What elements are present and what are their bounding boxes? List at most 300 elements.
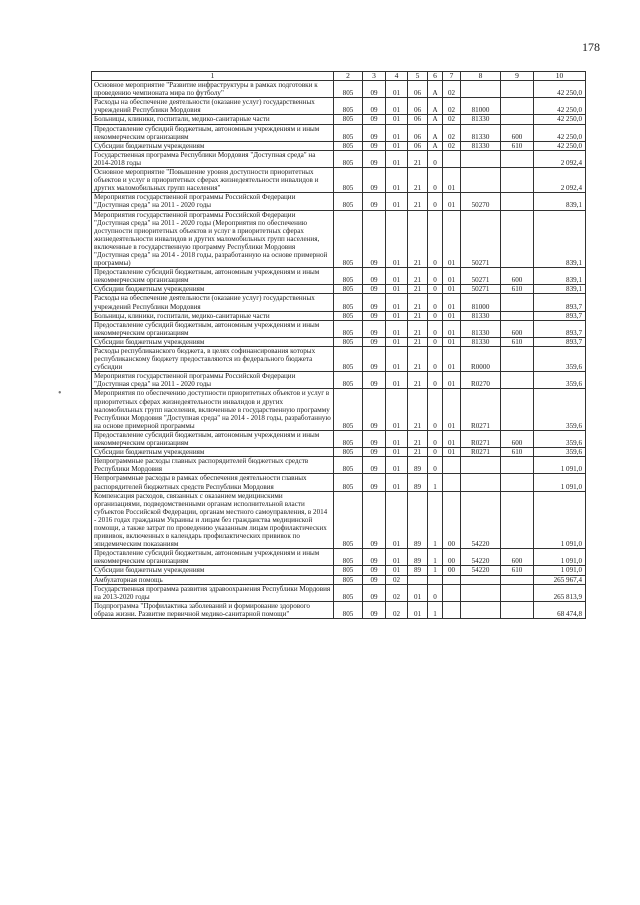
row-name-cell: Субсидии бюджетным учреждениям [92,285,334,294]
subprogram-cell: 0 [428,372,443,389]
code-cell: 805 [334,115,363,124]
code-cell: 805 [334,320,363,337]
direction-cell [461,474,501,491]
subsection-cell: 01 [386,141,408,150]
subprogram-cell: 0 [428,150,443,167]
code-cell: 805 [334,150,363,167]
table-row [92,372,586,389]
expense-type-cell [501,575,534,584]
section-cell: 09 [363,457,386,474]
event-cell: 01 [443,193,461,210]
subprogram-cell: 0 [428,347,443,372]
program-cell: 89 [408,549,428,566]
code-cell: 805 [334,372,363,389]
amount-cell: 893,7 [534,320,586,337]
table-row [92,285,586,294]
subsection-cell: 02 [386,601,408,618]
subprogram-cell: 0 [428,268,443,285]
subprogram-cell: 1 [428,474,443,491]
budget-table [91,71,586,619]
program-cell: 21 [408,389,428,430]
subsection-cell: 01 [386,430,408,447]
table-row [92,584,586,601]
direction-cell [461,601,501,618]
subprogram-cell: 0 [428,457,443,474]
row-name-cell: Непрограммные расходы в рамках обеспечения деятельности главных распорядителей бюджетных средств Республики Мордовия [92,474,334,491]
direction-cell: 50270 [461,193,501,210]
amount-cell: 839,1 [534,268,586,285]
direction-cell: 50271 [461,210,501,268]
amount-cell: 893,7 [534,294,586,311]
row-name-cell: Предоставление субсидий бюджетным, автономным учреждениям и иным некоммерческим организациям [92,268,334,285]
program-cell: 21 [408,337,428,346]
code-cell: 805 [334,491,363,549]
program-cell: 21 [408,311,428,320]
code-cell: 805 [334,566,363,575]
event-cell: 01 [443,268,461,285]
subprogram-cell: А [428,115,443,124]
subsection-cell: 01 [386,311,408,320]
row-name-cell: Предоставление субсидий бюджетным, автономным учреждениям и иным некоммерческим организациям [92,320,334,337]
section-cell: 09 [363,372,386,389]
expense-type-cell [501,210,534,268]
section-cell: 09 [363,575,386,584]
amount-cell: 42 250,0 [534,98,586,115]
amount-cell: 359,6 [534,389,586,430]
expense-type-cell: 600 [501,320,534,337]
table-row [92,124,586,141]
subsection-cell: 01 [386,389,408,430]
section-cell: 09 [363,115,386,124]
section-cell: 09 [363,193,386,210]
subprogram-cell: 1 [428,566,443,575]
subsection-cell: 01 [386,448,408,457]
row-name-cell: Субсидии бюджетным учреждениям [92,566,334,575]
column-header: 9 [501,72,534,81]
event-cell: 01 [443,389,461,430]
code-cell: 805 [334,268,363,285]
subprogram-cell: А [428,98,443,115]
row-name-cell: Больницы, клиники, госпитали, медико-санитарные части [92,115,334,124]
row-name-cell: Государственная программа Республики Мордовия "Доступная среда" на 2014-2018 годы [92,150,334,167]
program-cell: 21 [408,150,428,167]
section-cell: 09 [363,141,386,150]
expense-type-cell [501,584,534,601]
direction-cell: 50271 [461,285,501,294]
program-cell: 06 [408,81,428,98]
amount-cell: 839,1 [534,210,586,268]
event-cell: 00 [443,549,461,566]
expense-type-cell [501,474,534,491]
section-cell: 09 [363,268,386,285]
section-cell: 09 [363,210,386,268]
expense-type-cell [501,115,534,124]
amount-cell: 265 967,4 [534,575,586,584]
expense-type-cell [501,168,534,193]
event-cell [443,474,461,491]
expense-type-cell: 610 [501,337,534,346]
event-cell [443,575,461,584]
program-cell: 21 [408,430,428,447]
amount-cell: 839,1 [534,285,586,294]
program-cell: 21 [408,285,428,294]
program-cell: 21 [408,210,428,268]
direction-cell: 81330 [461,115,501,124]
expense-type-cell [501,294,534,311]
expense-type-cell: 600 [501,549,534,566]
subsection-cell: 02 [386,575,408,584]
program-cell: 89 [408,457,428,474]
code-cell: 805 [334,124,363,141]
expense-type-cell: 610 [501,141,534,150]
subprogram-cell: 0 [428,448,443,457]
direction-cell: R0000 [461,347,501,372]
column-header: 5 [408,72,428,81]
program-cell: 06 [408,141,428,150]
section-cell: 09 [363,584,386,601]
row-name-cell: Непрограммные расходы главных распорядителей бюджетных средств Республики Мордовия [92,457,334,474]
program-cell: 01 [408,601,428,618]
row-name-cell: Компенсация расходов, связанных с оказанием медицинскими организациями, подведомственными органам исполнительной власти субъектов Российской Федерации, органам местного самоуправления, в 2014 - 2016 годах гражданам Украины и лицам без гражданства медицинской помощи, а также затрат по проведению указанным лицам профилактических прививок, включенных в календарь профилактических прививок по эпидемическим показаниям [92,491,334,549]
event-cell: 01 [443,430,461,447]
expense-type-cell [501,601,534,618]
section-cell: 09 [363,81,386,98]
section-cell: 09 [363,168,386,193]
subprogram-cell: 0 [428,389,443,430]
column-header: 2 [334,72,363,81]
subprogram-cell: 0 [428,285,443,294]
program-cell: 21 [408,168,428,193]
column-header: 4 [386,72,408,81]
direction-cell: 81330 [461,311,501,320]
row-name-cell: Предоставление субсидий бюджетным, автономным учреждениям и иным некоммерческим организациям [92,549,334,566]
direction-cell: 81330 [461,124,501,141]
code-cell: 805 [334,448,363,457]
amount-cell: 1 091,0 [534,457,586,474]
table-row [92,575,586,584]
program-cell: 89 [408,566,428,575]
amount-cell: 1 091,0 [534,566,586,575]
row-name-cell: Субсидии бюджетным учреждениям [92,448,334,457]
row-name-cell: Расходы на обеспечение деятельности (оказание услуг) государственных учреждений Республики Мордовия [92,294,334,311]
subsection-cell: 01 [386,124,408,141]
amount-cell: 265 813,9 [534,584,586,601]
table-row [92,210,586,268]
row-name-cell: Мероприятия государственной программы Российской Федерации "Доступная среда" на 2011 - 2020 годы (Мероприятия по обеспечению доступности приоритетных объектов и услуг в приоритетных сферах жизнедеятельности инвалидов и других маломобильных групп населения, включенные в государственную программу Республики Мордовия "Доступная среда" на 2014 - 2018 годы, разработанную на основе примерной программы) [92,210,334,268]
direction-cell: R0270 [461,372,501,389]
event-cell: 00 [443,566,461,575]
table-row [92,474,586,491]
column-header: 10 [534,72,586,81]
event-cell: 01 [443,320,461,337]
table-row [92,294,586,311]
expense-type-cell [501,457,534,474]
section-cell: 09 [363,389,386,430]
direction-cell: R0271 [461,430,501,447]
subprogram-cell: 1 [428,491,443,549]
event-cell: 00 [443,491,461,549]
subprogram-cell: 1 [428,601,443,618]
expense-type-cell: 610 [501,448,534,457]
code-cell: 805 [334,294,363,311]
event-cell: 01 [443,448,461,457]
section-cell: 09 [363,124,386,141]
section-cell: 09 [363,294,386,311]
event-cell [443,584,461,601]
row-name-cell: Подпрограмма "Профилактика заболеваний и формирование здорового образа жизни. Развитие первичной медико-санитарной помощи" [92,601,334,618]
amount-cell: 359,6 [534,448,586,457]
section-cell: 09 [363,285,386,294]
row-name-cell: Субсидии бюджетным учреждениям [92,337,334,346]
direction-cell: 54220 [461,549,501,566]
amount-cell: 42 250,0 [534,124,586,141]
expense-type-cell: 600 [501,268,534,285]
program-cell: 21 [408,448,428,457]
table-row [92,347,586,372]
subprogram-cell: А [428,81,443,98]
table-row [92,549,586,566]
amount-cell: 1 091,0 [534,491,586,549]
amount-cell: 2 092,4 [534,150,586,167]
subprogram-cell: А [428,124,443,141]
program-cell: 21 [408,372,428,389]
expense-type-cell: 600 [501,430,534,447]
table-row [92,491,586,549]
subsection-cell: 01 [386,81,408,98]
direction-cell: 81330 [461,320,501,337]
amount-cell: 42 250,0 [534,81,586,98]
table-row [92,566,586,575]
event-cell: 02 [443,141,461,150]
expense-type-cell [501,491,534,549]
code-cell: 805 [334,311,363,320]
column-header: 7 [443,72,461,81]
subsection-cell: 01 [386,210,408,268]
table-row [92,168,586,193]
row-name-cell: Основное мероприятие "Развитие инфраструктуры в рамках подготовки к проведению чемпионата мира по футболу" [92,81,334,98]
code-cell: 805 [334,168,363,193]
direction-cell: 54220 [461,566,501,575]
program-cell: 21 [408,347,428,372]
event-cell: 02 [443,81,461,98]
program-cell: 06 [408,124,428,141]
section-cell: 09 [363,566,386,575]
subsection-cell: 01 [386,347,408,372]
table-row [92,448,586,457]
subprogram-cell: 0 [428,311,443,320]
amount-cell: 893,7 [534,311,586,320]
section-cell: 09 [363,491,386,549]
subprogram-cell: 0 [428,430,443,447]
row-name-cell: Основное мероприятие "Повышение уровня доступности приоритетных объектов и услуг в приоритетных сферах жизнедеятельности инвалидов и других маломобильных групп населения" [92,168,334,193]
expense-type-cell [501,98,534,115]
subprogram-cell: А [428,141,443,150]
expense-type-cell: 610 [501,566,534,575]
code-cell: 805 [334,81,363,98]
section-cell: 09 [363,430,386,447]
table-row [92,601,586,618]
event-cell [443,150,461,167]
amount-cell: 839,1 [534,193,586,210]
code-cell: 805 [334,389,363,430]
section-cell: 09 [363,549,386,566]
event-cell: 01 [443,337,461,346]
table-row [92,311,586,320]
expense-type-cell [501,81,534,98]
expense-type-cell [501,372,534,389]
subprogram-cell: 0 [428,168,443,193]
event-cell: 02 [443,98,461,115]
amount-cell: 2 092,4 [534,168,586,193]
code-cell: 805 [334,474,363,491]
program-cell: 21 [408,294,428,311]
direction-cell [461,457,501,474]
direction-cell [461,584,501,601]
code-cell: 805 [334,210,363,268]
subsection-cell: 01 [386,294,408,311]
section-cell: 09 [363,337,386,346]
subsection-cell: 02 [386,584,408,601]
row-name-cell: Государственная программа развития здравоохранения Республики Мордовия на 2013-2020 годы [92,584,334,601]
section-cell: 09 [363,347,386,372]
subsection-cell: 01 [386,566,408,575]
column-header: 8 [461,72,501,81]
subprogram-cell: 0 [428,294,443,311]
table-row [92,337,586,346]
section-cell: 09 [363,601,386,618]
row-name-cell: Субсидии бюджетным учреждениям [92,141,334,150]
event-cell: 01 [443,347,461,372]
row-name-cell: Расходы республиканского бюджета, в целях софинансирования которых республиканскому бюджету предоставляются из федерального бюджета субсидии [92,347,334,372]
subsection-cell: 01 [386,268,408,285]
column-header: 6 [428,72,443,81]
row-name-cell: Предоставление субсидий бюджетным, автономным учреждениям и иным некоммерческим организациям [92,430,334,447]
amount-cell: 1 091,0 [534,474,586,491]
page-number: 178 [582,40,600,54]
header-row [92,72,586,81]
subsection-cell: 01 [386,193,408,210]
table-row [92,141,586,150]
event-cell: 01 [443,294,461,311]
event-cell: 01 [443,210,461,268]
column-header: 1 [92,72,334,81]
direction-cell [461,575,501,584]
subsection-cell: 01 [386,150,408,167]
section-cell: 09 [363,474,386,491]
subprogram-cell: 0 [428,193,443,210]
program-cell: 01 [408,584,428,601]
subprogram-cell: 0 [428,584,443,601]
direction-cell [461,168,501,193]
event-cell: 01 [443,372,461,389]
program-cell: 21 [408,268,428,285]
row-name-cell: Предоставление субсидий бюджетным, автономным учреждениям и иным некоммерческим организациям [92,124,334,141]
program-cell [408,575,428,584]
amount-cell: 42 250,0 [534,115,586,124]
subsection-cell: 01 [386,115,408,124]
table-row [92,81,586,98]
table-row [92,457,586,474]
code-cell: 805 [334,141,363,150]
direction-cell: 54220 [461,491,501,549]
column-header: 3 [363,72,386,81]
section-cell: 09 [363,311,386,320]
code-cell: 805 [334,601,363,618]
direction-cell [461,81,501,98]
row-name-cell: Мероприятия государственной программы Российской Федерации "Доступная среда" на 2011 - 2020 годы [92,372,334,389]
subprogram-cell: 0 [428,210,443,268]
code-cell: 805 [334,457,363,474]
code-cell: 805 [334,193,363,210]
event-cell: 01 [443,168,461,193]
subprogram-cell: 1 [428,549,443,566]
table-body [92,81,586,619]
amount-cell: 42 250,0 [534,141,586,150]
code-cell: 805 [334,584,363,601]
code-cell: 805 [334,337,363,346]
subprogram-cell [428,575,443,584]
table-row [92,389,586,430]
expense-type-cell: 600 [501,124,534,141]
subsection-cell: 01 [386,337,408,346]
direction-cell: 81000 [461,98,501,115]
table-row [92,320,586,337]
subsection-cell: 01 [386,168,408,193]
direction-cell: R0271 [461,389,501,430]
table-row [92,98,586,115]
amount-cell: 359,6 [534,347,586,372]
program-cell: 89 [408,474,428,491]
event-cell: 02 [443,115,461,124]
code-cell: 805 [334,549,363,566]
table-row [92,193,586,210]
row-name-cell: Расходы на обеспечение деятельности (оказание услуг) государственных учреждений Республики Мордовия [92,98,334,115]
program-cell: 89 [408,491,428,549]
subsection-cell: 01 [386,98,408,115]
code-cell: 805 [334,347,363,372]
direction-cell: 81330 [461,141,501,150]
amount-cell: 359,6 [534,372,586,389]
code-cell: 805 [334,98,363,115]
row-name-cell: Мероприятия государственной программы Российской Федерации "Доступная среда" на 2011 - 2020 годы [92,193,334,210]
direction-cell: 81330 [461,337,501,346]
event-cell [443,601,461,618]
margin-mark: • [58,388,62,399]
row-name-cell: Амбулаторная помощь [92,575,334,584]
section-cell: 09 [363,98,386,115]
expense-type-cell [501,389,534,430]
expense-type-cell [501,347,534,372]
subsection-cell: 01 [386,474,408,491]
event-cell [443,457,461,474]
table-row [92,430,586,447]
amount-cell: 893,7 [534,337,586,346]
event-cell: 01 [443,311,461,320]
section-cell: 09 [363,448,386,457]
table-row [92,115,586,124]
amount-cell: 359,6 [534,430,586,447]
expense-type-cell: 610 [501,285,534,294]
subsection-cell: 01 [386,285,408,294]
subsection-cell: 01 [386,491,408,549]
code-cell: 805 [334,575,363,584]
expense-type-cell [501,311,534,320]
subsection-cell: 01 [386,457,408,474]
direction-cell: 50271 [461,268,501,285]
amount-cell: 68 474,8 [534,601,586,618]
amount-cell: 1 091,0 [534,549,586,566]
program-cell: 06 [408,115,428,124]
